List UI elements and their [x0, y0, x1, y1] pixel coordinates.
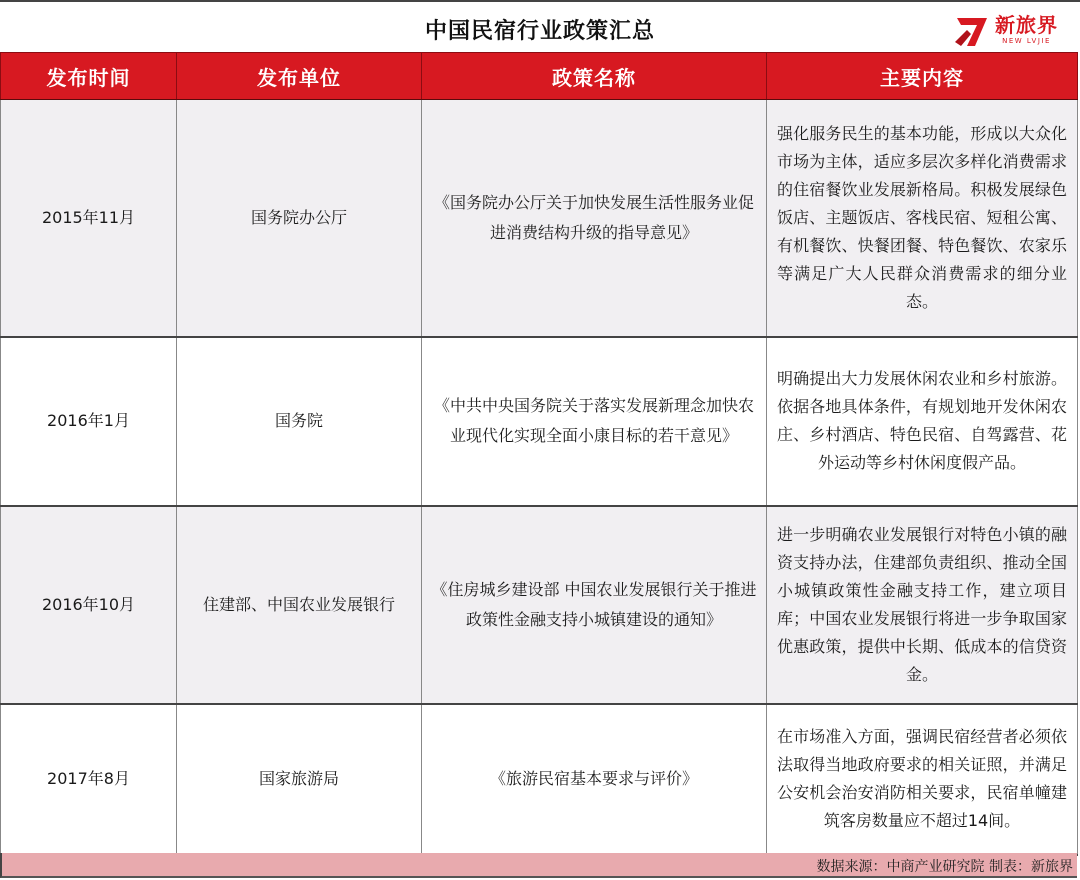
cell-date: 2017年8月 [1, 704, 177, 855]
table-row [1, 337, 1078, 506]
table-row [1, 704, 1078, 855]
cell-date: 2016年1月 [1, 337, 177, 506]
cell-date: 2016年10月 [1, 506, 177, 704]
cell-content: 明确提出大力发展休闲农业和乡村旅游。依据各地具体条件，有规划地开发休闲农庄、乡村酒店、特色民宿、自驾露营、花外运动等乡村休闲度假产品。 [767, 337, 1078, 506]
cell-content: 在市场准入方面，强调民宿经营者必须依法取得当地政府要求的相关证照，并满足公安机会治安消防相关要求，民宿单幢建筑客房数量应不超过14间。 [767, 704, 1078, 855]
column-header-policy: 政策名称 [422, 53, 767, 100]
cell-policy: 《国务院办公厅关于加快发展生活性服务业促进消费结构升级的指导意见》 [422, 100, 767, 337]
new-lvjie-logo-icon [953, 12, 989, 48]
source-footer [0, 853, 1077, 878]
cell-issuer: 国务院办公厅 [177, 100, 422, 337]
table-row [1, 506, 1078, 704]
cell-issuer: 国家旅游局 [177, 704, 422, 855]
logo-text [995, 15, 1058, 45]
cell-issuer: 住建部、中国农业发展银行 [177, 506, 422, 704]
cell-policy: 《中共中央国务院关于落实发展新理念加快农业现代化实现全面小康目标的若干意见》 [422, 337, 767, 506]
cell-content: 强化服务民生的基本功能，形成以大众化市场为主体，适应多层次多样化消费需求的住宿餐饮业发展新格局。积极发展绿色饭店、主题饭店、客栈民宿、短租公寓、有机餐饮、快餐团餐、特色餐饮、农家乐等满足广大人民群众消费需求的细分业态。 [767, 100, 1078, 337]
policy-table [0, 52, 1078, 856]
column-header-content: 主要内容 [767, 53, 1078, 100]
cell-date: 2015年11月 [1, 100, 177, 337]
brand-logo [953, 10, 1058, 50]
cell-content: 进一步明确农业发展银行对特色小镇的融资支持办法，住建部负责组织、推动全国小城镇政策性金融支持工作，建立项目库；中国农业发展银行将进一步争取国家优惠政策，提供中长期、低成本的信贷资金。 [767, 506, 1078, 704]
source-note: 数据来源：中商产业研究院 制表：新旅界 [816, 859, 1073, 875]
table-header-row [1, 53, 1078, 100]
cell-policy: 《旅游民宿基本要求与评价》 [422, 704, 767, 855]
logo-cn: 新旅界 [995, 13, 1058, 37]
table-row [1, 100, 1078, 337]
page-title: 中国民宿行业政策汇总 [424, 19, 655, 44]
cell-policy: 《住房城乡建设部 中国农业发展银行关于推进政策性金融支持小城镇建设的通知》 [422, 506, 767, 704]
logo-en: NEW LVJIE [1002, 37, 1051, 45]
column-header-issuer: 发布单位 [177, 53, 422, 100]
title-bar [0, 0, 1080, 52]
cell-issuer: 国务院 [177, 337, 422, 506]
column-header-date: 发布时间 [1, 53, 177, 100]
